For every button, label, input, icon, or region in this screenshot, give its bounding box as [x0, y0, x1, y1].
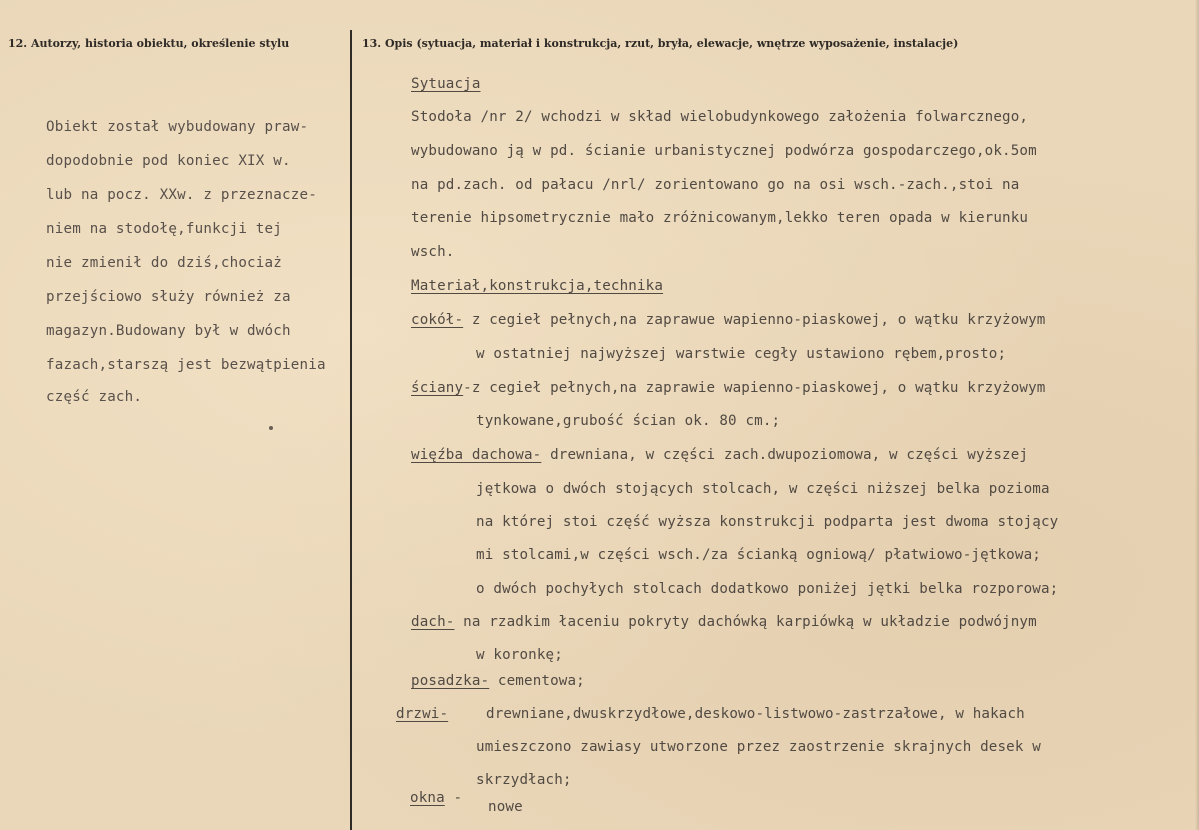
- dach-label: dach-: [411, 614, 455, 630]
- left-line: lub na pocz. XXw. z przeznacze-: [46, 187, 317, 203]
- left-column-header: 12. Autorzy, historia obiektu, określenie stylu: [8, 37, 290, 50]
- cokol-text: z cegieł pełnych,na zaprawue wapienno-piaskowej, o wątku krzyżowym: [463, 312, 1046, 328]
- left-line: niem na stodołę,funkcji tej: [46, 221, 283, 237]
- okna-dash: -: [444, 790, 463, 806]
- wiezba-line: mi stolcami,w części wsch./za ścianką ogniową/ płatwiowo-jętkowa;: [476, 547, 1041, 563]
- situation-line: Stodoła /nr 2/ wchodzi w skład wielobudynkowego założenia folwarcznego,: [411, 109, 1029, 125]
- situation-heading: Sytuacja: [411, 76, 481, 92]
- wiezba-line: na której stoi część wyższa konstrukcji podparta jest dwoma stojący: [476, 514, 1059, 530]
- wiezba-line: jętkowa o dwóch stojących stolcach, w części niższej belka pozioma: [476, 481, 1050, 497]
- column-divider: [350, 30, 352, 830]
- posadzka-text: cementowa;: [489, 673, 585, 689]
- sciany-line: tynkowane,grubość ścian ok. 80 cm.;: [476, 413, 781, 429]
- situation-line: wybudowano ją w pd. ścianie urbanistycznej podwórza gospodarczego,ok.5om: [411, 143, 1037, 159]
- drzwi-label: drzwi-: [396, 706, 449, 722]
- wiezba-text: drewniana, w części zach.dwupoziomowa, w części wyższej: [541, 447, 1029, 463]
- right-column-header: 13. Opis (sytuacja, materiał i konstrukcja, rzut, bryła, elewacje, wnętrze wyposażenie, instalacje): [362, 37, 959, 50]
- situation-line: wsch.: [411, 244, 455, 260]
- sciany-text: -z cegieł pełnych,na zaprawie wapienno-piaskowej, o wątku krzyżowym: [463, 380, 1046, 396]
- wiezba-line: o dwóch pochyłych stolcach dodatkowo poniżej jętki belka rozporowa;: [476, 581, 1059, 597]
- dach-row: [411, 614, 1037, 630]
- cokol-row: [411, 312, 1046, 328]
- okna-row: [410, 790, 462, 806]
- posadzka-label: posadzka-: [411, 673, 490, 689]
- left-line: fazach,starszą jest bezwątpienia: [46, 357, 326, 373]
- left-line: magazyn.Budowany był w dwóch: [46, 323, 291, 339]
- left-line: dopodobnie pod koniec XIX w.: [46, 153, 291, 169]
- posadzka-row: [411, 673, 585, 689]
- situation-line: na pd.zach. od pałacu /nrl/ zorientowano go na osi wsch.-zach.,stoi na: [411, 177, 1020, 193]
- left-line: nie zmienił do dziś,chociaż: [46, 255, 283, 271]
- wiezba-label: więźba dachowa-: [411, 447, 542, 463]
- situation-line: terenie hipsometrycznie mało zróżnicowanym,lekko teren opada w kierunku: [411, 210, 1029, 226]
- drzwi-line: skrzydłach;: [476, 772, 572, 788]
- drzwi-line: umieszczono zawiasy utworzone przez zaostrzenie skrajnych desek w: [476, 739, 1041, 755]
- okna-text: nowe: [488, 799, 523, 815]
- okna-label: okna: [410, 790, 445, 806]
- dach-text: na rzadkim łaceniu pokryty dachówką karpiówką w układzie podwójnym: [454, 614, 1037, 630]
- dach-line: w koronkę;: [476, 647, 563, 663]
- cokol-label: cokół-: [411, 312, 464, 328]
- left-line: przejściowo służy również za: [46, 289, 291, 305]
- page-edge: [1195, 0, 1199, 830]
- wiezba-row: [411, 447, 1028, 463]
- left-line: Obiekt został wybudowany praw-: [46, 119, 309, 135]
- left-line: część zach.: [46, 389, 143, 405]
- ink-dot: [269, 426, 273, 430]
- sciany-label: ściany: [411, 380, 464, 396]
- drzwi-line: drewniane,dwuskrzydłowe,deskowo-listwowo-zastrzałowe, w hakach: [486, 706, 1025, 722]
- cokol-line: w ostatniej najwyższej warstwie cegły ustawiono rębem,prosto;: [476, 346, 1007, 362]
- sciany-row: [411, 380, 1046, 396]
- material-heading: Materiał,konstrukcja,technika: [411, 278, 664, 294]
